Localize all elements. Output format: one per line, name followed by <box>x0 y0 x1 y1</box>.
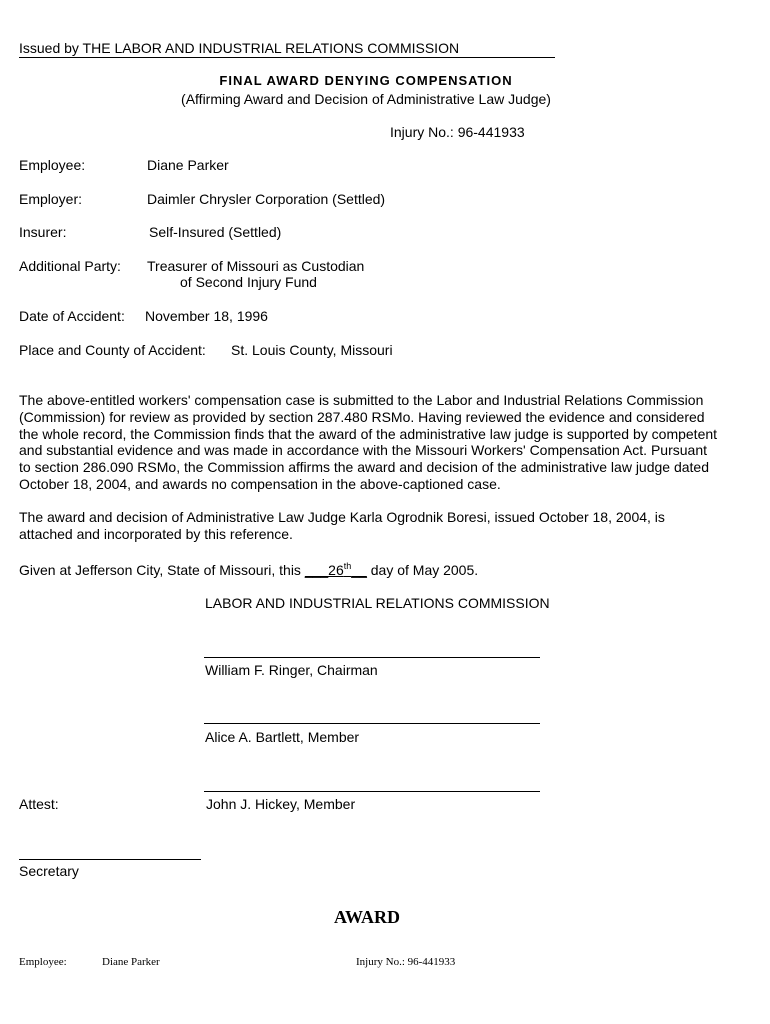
place-of-accident-value: St. Louis County, Missouri <box>231 342 393 358</box>
insurer-label: Insurer: <box>19 224 67 240</box>
given-at-line <box>19 562 478 578</box>
given-day: ___26th__ <box>304 561 367 578</box>
member1-signature-line <box>204 723 540 724</box>
given-prefix: Given at Jefferson City, State of Missouri, this <box>19 562 305 578</box>
place-of-accident-label: Place and County of Accident: <box>19 342 206 358</box>
date-of-accident-label: Date of Accident: <box>19 308 125 324</box>
employer-value: Daimler Chrysler Corporation (Settled) <box>147 191 386 207</box>
secretary-signature-line <box>19 859 201 860</box>
document-title: FINAL AWARD DENYING COMPENSATION <box>219 73 513 88</box>
employer-label: Employer: <box>19 191 83 207</box>
given-day-suffix: th <box>343 561 352 571</box>
chairman-name: William F. Ringer, Chairman <box>205 662 378 678</box>
footer-employee-label: Employee: <box>19 956 67 968</box>
member2-signature-line <box>204 791 540 792</box>
review-paragraph: The above-entitled workers' compensation case is submitted to the Labor and Industrial Relations Commission (Commission) for review as provided by section 287.480 RSMo. Having reviewed the evidence and considered the whole record, the Commission finds that the award of the administrative law judge is supported by competent and substantial evidence and was made in accordance with the Missouri Workers' Compensation Act. Pursuant to section 286.090 RSMo, the Commission affirms the award and decision of the administrative law judge dated October 18, 2004, and awards no compensation in the above-captioned case. <box>19 392 718 492</box>
insurer-value: Self-Insured (Settled) <box>149 224 282 240</box>
employee-label: Employee: <box>19 157 86 173</box>
chairman-signature-line <box>204 657 540 658</box>
employee-value: Diane Parker <box>147 157 229 173</box>
additional-party-value-line2: of Second Injury Fund <box>180 274 317 290</box>
incorporation-paragraph: The award and decision of Administrative Law Judge Karla Ogrodnik Boresi, issued October 18, 2004, is attached and incorporated by this reference. <box>19 509 665 542</box>
given-suffix: day of May 2005. <box>366 562 479 578</box>
issued-by-header: Issued by THE LABOR AND INDUSTRIAL RELATIONS COMMISSION <box>19 40 555 58</box>
additional-party-label: Additional Party: <box>19 258 121 274</box>
attest-label: Attest: <box>19 796 59 812</box>
member2-name: John J. Hickey, Member <box>206 796 356 812</box>
injury-number: Injury No.: 96-441933 <box>390 124 525 140</box>
footer-employee-value: Diane Parker <box>102 956 160 968</box>
secretary-label: Secretary <box>19 863 79 879</box>
document-subtitle: (Affirming Award and Decision of Administrative Law Judge) <box>181 91 551 107</box>
date-of-accident-value: November 18, 1996 <box>145 308 268 324</box>
commission-name: LABOR AND INDUSTRIAL RELATIONS COMMISSION <box>205 595 550 611</box>
additional-party-value-line1: Treasurer of Missouri as Custodian <box>147 258 365 274</box>
award-heading: AWARD <box>333 907 400 927</box>
footer-injury-number: Injury No.: 96-441933 <box>356 956 456 968</box>
member1-name: Alice A. Bartlett, Member <box>205 729 360 745</box>
